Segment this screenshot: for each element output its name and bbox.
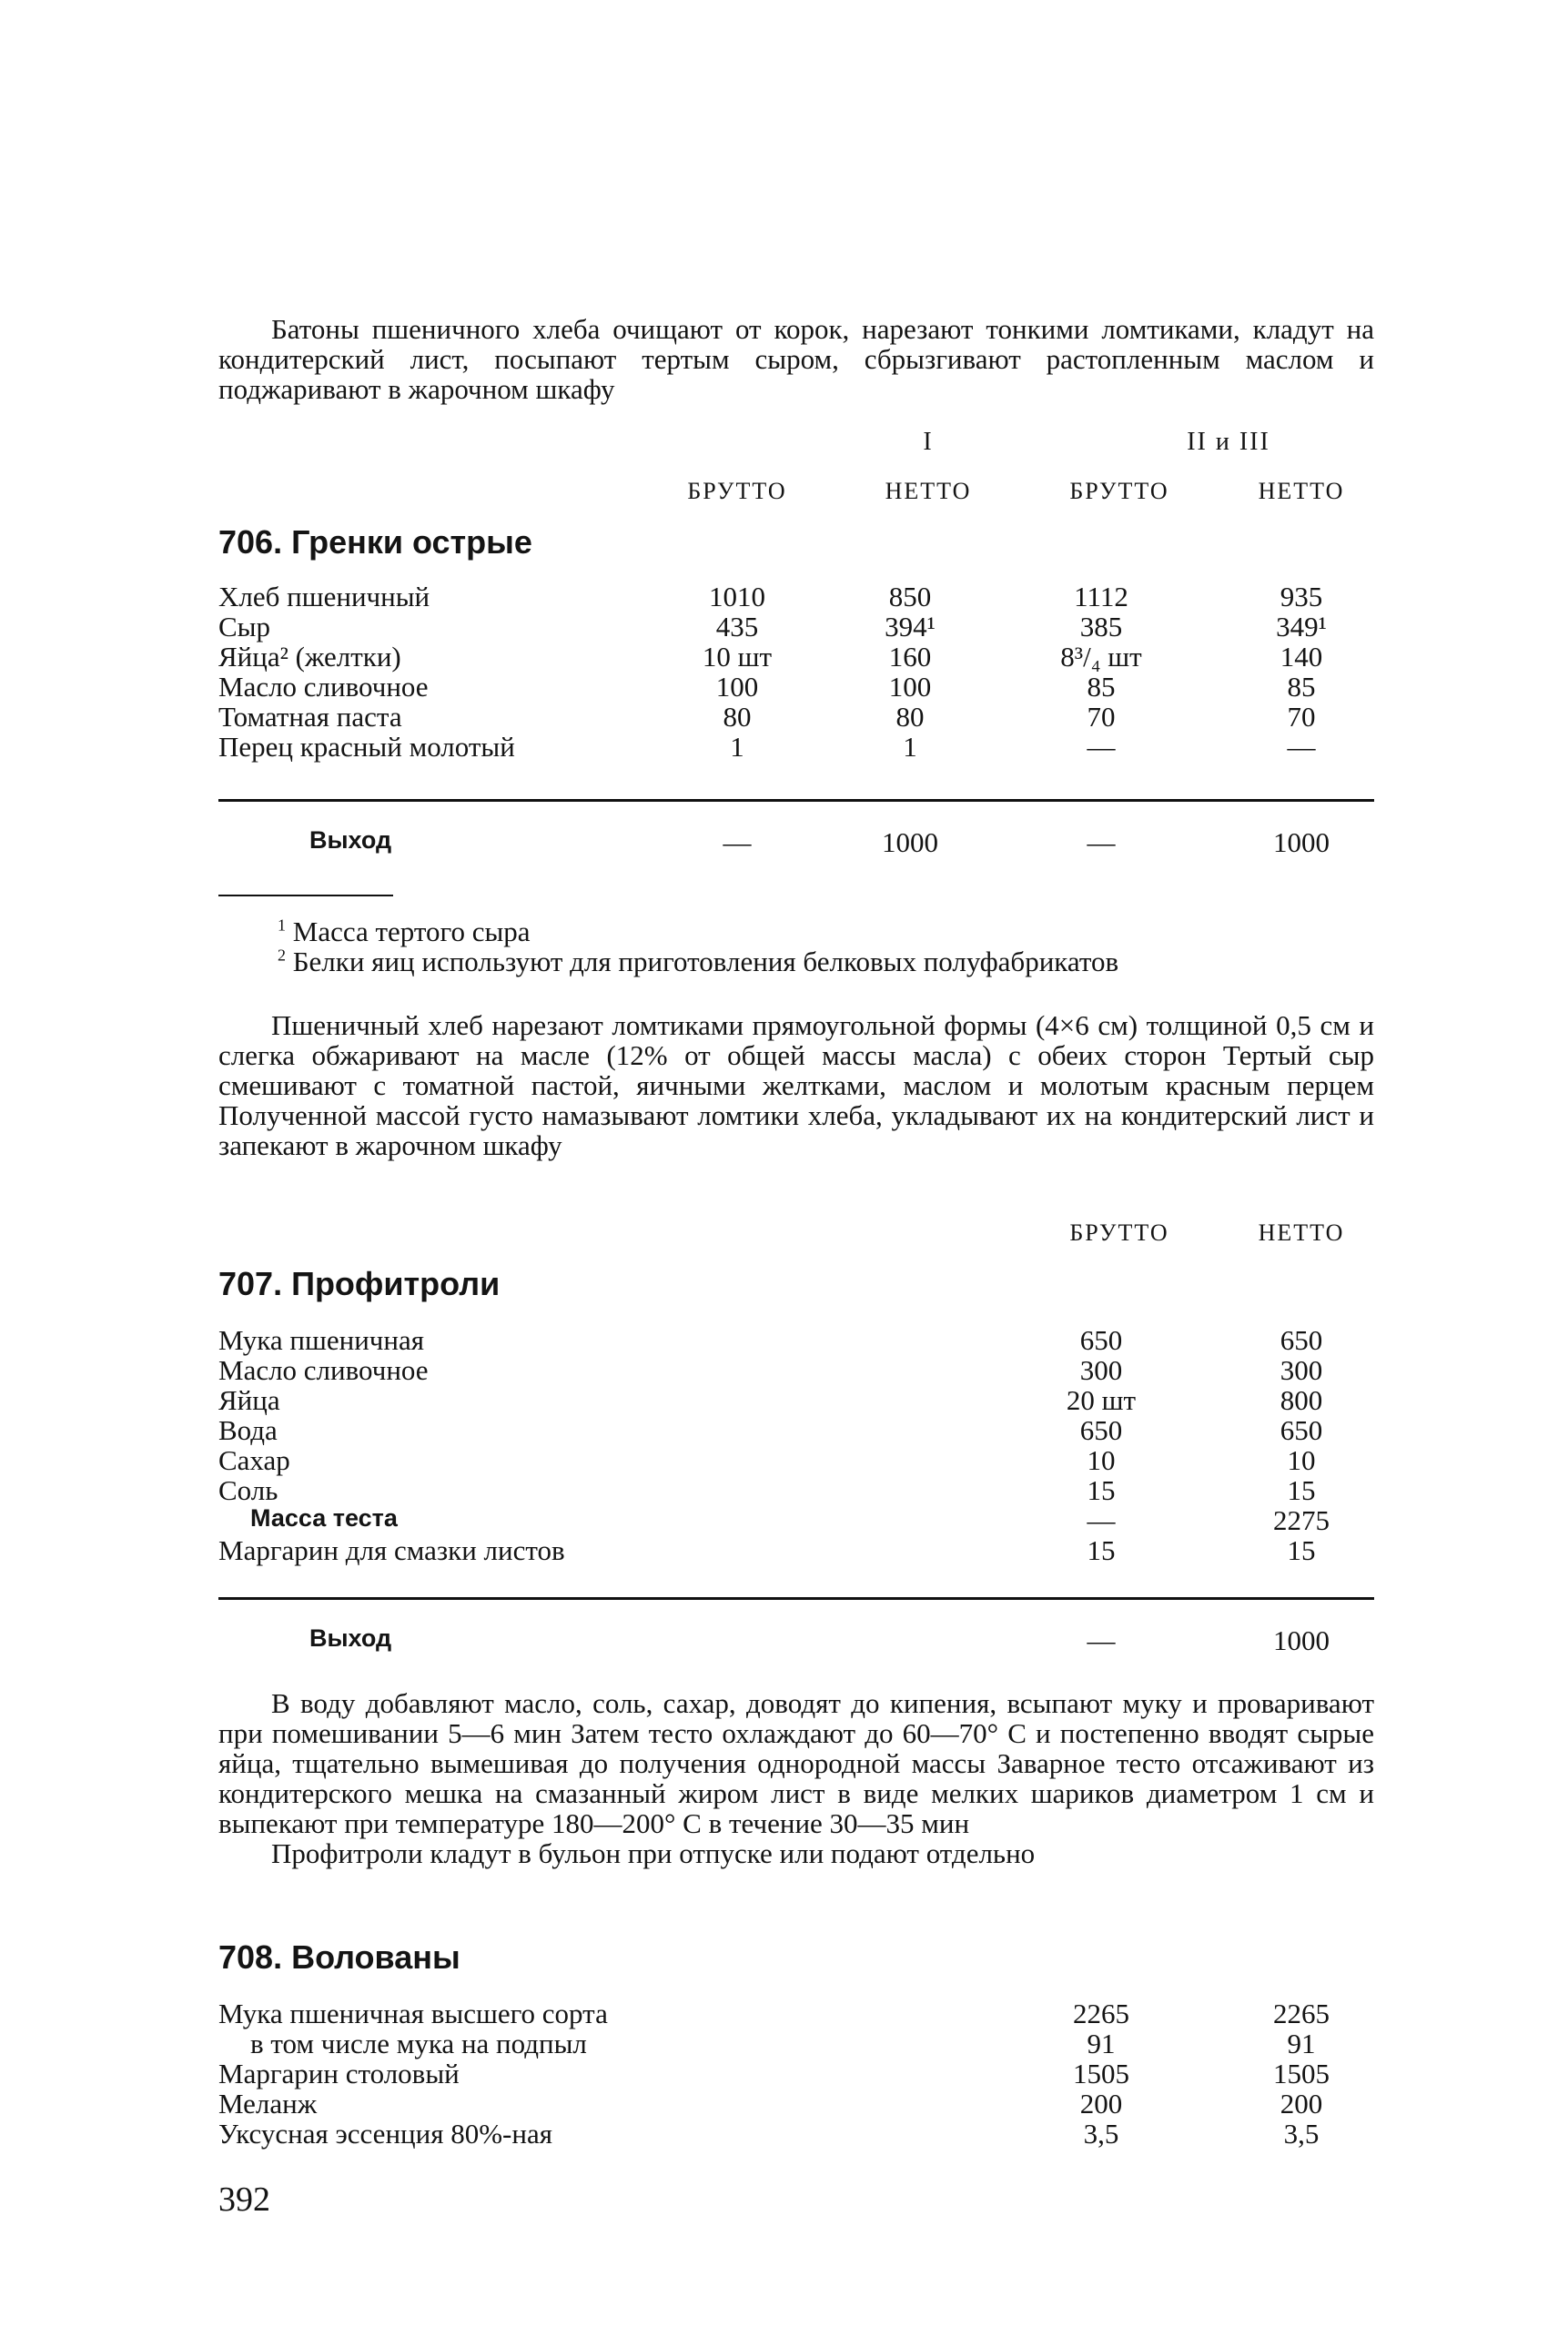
col-header-netto: НЕТТО — [1258, 1219, 1345, 1246]
ingredient-value: 15 — [1287, 1474, 1316, 1506]
ingredient-value: — — [1087, 1504, 1116, 1536]
ingredient-value: 800 — [1280, 1384, 1323, 1416]
ingredient-value: 349¹ — [1276, 611, 1327, 642]
yield-row-707 — [218, 1624, 1374, 1661]
recipe-706 — [218, 473, 1374, 874]
col-header-netto-1: НЕТТО — [885, 478, 972, 504]
ingredient-value: 20 шт — [1066, 1384, 1137, 1416]
ingredient-value: 100 — [715, 671, 759, 703]
ingredient-value: 650 — [1280, 1414, 1323, 1446]
ingredient-value: 15 — [1087, 1474, 1116, 1506]
ingredient-value: 394¹ — [885, 611, 936, 642]
ingredient-name: Соль — [218, 1474, 278, 1506]
method-707: В воду добавляют масло, соль, сахар, доводят до кипения, всыпают муку и проваривают при помешивании 5—6 мин Затем тесто охлаждают до 60—70° С и постепенно вводят сырые яйца, тщательно вымешивая до получения однородной массы Заварное тесто отсаживают из кондитерского мешка на смазанный жиром лист в виде мелких шариков диаметром 1 см и выпекают при температуре 180—200° С в течение 30—35 мин Профитроли кладут в бульон при отпуске или подают отдельно — [218, 1687, 1374, 1869]
ingredient-value: 385 — [1079, 611, 1123, 642]
recipe-title: 707. Профитроли — [218, 1265, 501, 1302]
ingredient-name: Мука пшеничная высшего сорта — [218, 1998, 608, 2029]
ingredient-value: 10 шт — [702, 641, 773, 673]
ingredient-value: 8³/₄ шт — [1060, 641, 1142, 673]
table-row — [218, 2118, 1374, 2148]
ingredient-name: Перец красный молотый — [218, 731, 515, 763]
ingredient-value: 300 — [1280, 1354, 1323, 1386]
ingredient-value: 91 — [1087, 2028, 1116, 2059]
table-row — [218, 611, 1374, 641]
ingredient-value: 200 — [1280, 2088, 1323, 2120]
ingredient-value: — — [1087, 731, 1116, 763]
table-row — [218, 2088, 1374, 2118]
ingredient-value: 935 — [1280, 581, 1323, 612]
ingredient-name: Томатная паста — [218, 701, 402, 733]
intro-paragraph: Батоны пшеничного хлеба очищают от корок, нарезают тонкими ломтиками, кладут на кондитерский лист, посыпают тертым сыром, сбрызгивают растопленным маслом и поджаривают в жарочном шкафу — [218, 313, 1374, 405]
col-header-brutto-2: БРУТТО — [1069, 478, 1169, 504]
table-rule — [218, 1597, 1374, 1600]
ingredient-name: Маргарин для смазки листов — [218, 1534, 565, 1566]
ingredient-name: Сыр — [218, 611, 271, 642]
table-row — [218, 671, 1374, 701]
ingredient-name: Уксусная эссенция 80%-ная — [218, 2118, 552, 2150]
ingredient-name: Яйца — [218, 1384, 280, 1416]
category-headers — [218, 428, 1374, 464]
recipe-708 — [218, 1938, 1374, 2248]
ingredient-name: Хлеб пшеничный — [218, 581, 430, 612]
yield-label: Выход — [309, 1624, 392, 1652]
ingredient-value: 1 — [903, 731, 917, 763]
footnote-rule — [218, 895, 393, 896]
ingredient-value: — — [1287, 731, 1316, 763]
yield-row-706 — [218, 826, 1374, 863]
method-706: Пшеничный хлеб нарезают ломтиками прямоугольной формы (4×6 см) толщиной 0,5 см и слегка обжаривают на масле (12% от общей массы масла) с обеих сторон Тертый сыр смешивают с томатной пастой, яичными желтками, маслом и молотым красным перцем Полученной массой густо намазывают ломтики хлеба, укладывают их на кондитерский лист и запекают в жарочном шкафу — [218, 1009, 1374, 1161]
ingredient-value: 91 — [1287, 2028, 1316, 2059]
ingredient-name: Масло сливочное — [218, 671, 429, 703]
ingredient-value: 80 — [895, 701, 925, 733]
ingredient-value: 1010 — [709, 581, 765, 612]
footnote-2: $^2$ Белки яиц используют для приготовления белковых полуфабрикатов — [278, 946, 1119, 977]
category-header-i: I — [923, 428, 934, 456]
ingredient-value: 200 — [1079, 2088, 1123, 2120]
ingredient-value: 2265 — [1273, 1998, 1330, 2029]
ingredient-value: 300 — [1079, 1354, 1123, 1386]
ingredient-name: Мука пшеничная — [218, 1324, 424, 1356]
ingredient-name: Масло сливочное — [218, 1354, 429, 1386]
ingredient-value: 70 — [1287, 701, 1316, 733]
yield-value: 1000 — [882, 826, 938, 858]
ingredient-name: Сахар — [218, 1444, 290, 1476]
table-row — [218, 1414, 1374, 1444]
ingredient-value: 650 — [1079, 1324, 1123, 1356]
ingredient-value: 15 — [1087, 1534, 1116, 1566]
table-rule — [218, 799, 1374, 802]
yield-label: Выход — [309, 826, 392, 854]
recipe-title: 706. Гренки острые — [218, 523, 532, 561]
ingredient-value: 15 — [1287, 1534, 1316, 1566]
table-row — [218, 1998, 1374, 2028]
ingredient-value: 650 — [1280, 1324, 1323, 1356]
yield-value: — — [1087, 1624, 1116, 1656]
ingredient-value: 850 — [888, 581, 932, 612]
ingredient-name: Яйца² (желтки) — [218, 641, 401, 673]
ingredient-value: 85 — [1287, 671, 1316, 703]
ingredient-value: 10 — [1287, 1444, 1316, 1476]
col-header-brutto: БРУТТО — [1069, 1219, 1169, 1246]
ingredient-name: Масса теста — [250, 1504, 398, 1532]
col-header-netto-2: НЕТТО — [1258, 478, 1345, 504]
ingredient-name: в том числе мука на подпыл — [250, 2028, 587, 2059]
ingredient-value: 650 — [1079, 1414, 1123, 1446]
recipe-title: 708. Волованы — [218, 1938, 460, 1976]
ingredient-value: 435 — [715, 611, 759, 642]
ingredient-value: 85 — [1087, 671, 1116, 703]
yield-value: 1000 — [1273, 1624, 1330, 1656]
table-row — [218, 1354, 1374, 1384]
ingredient-name: Вода — [218, 1414, 278, 1446]
table-row — [218, 2058, 1374, 2088]
table-row — [218, 1474, 1374, 1504]
ingredient-value: 100 — [888, 671, 932, 703]
footnotes — [218, 916, 1374, 976]
page-number: 392 — [218, 2180, 270, 2219]
col-header-brutto-1: БРУТТО — [687, 478, 787, 504]
table-row — [218, 701, 1374, 731]
table-row — [218, 1444, 1374, 1474]
ingredient-value: 1505 — [1273, 2058, 1330, 2089]
table-row — [218, 641, 1374, 671]
ingredient-value: 2275 — [1273, 1504, 1330, 1536]
table-row — [218, 1504, 1374, 1534]
ingredient-value: 1505 — [1073, 2058, 1129, 2089]
table-row — [218, 2028, 1374, 2058]
footnote-1: $^1$ Масса тертого сыра — [278, 916, 531, 947]
ingredient-value: 1112 — [1074, 581, 1128, 612]
ingredient-value: 10 — [1087, 1444, 1116, 1476]
recipe-707 — [218, 1215, 1374, 1634]
yield-value: 1000 — [1273, 826, 1330, 858]
ingredient-value: 160 — [888, 641, 932, 673]
yield-value: — — [723, 826, 752, 858]
table-row — [218, 581, 1374, 611]
yield-value: — — [1087, 826, 1116, 858]
table-row — [218, 1534, 1374, 1564]
ingredient-name: Маргарин столовый — [218, 2058, 460, 2089]
ingredient-value: 3,5 — [1083, 2118, 1119, 2150]
ingredient-name: Меланж — [218, 2088, 318, 2120]
ingredient-value: 2265 — [1073, 1998, 1129, 2029]
ingredient-value: 80 — [723, 701, 752, 733]
table-row — [218, 1324, 1374, 1354]
ingredient-value: 70 — [1087, 701, 1116, 733]
category-header-ii-iii: II и III — [1187, 428, 1270, 456]
table-row — [218, 1384, 1374, 1414]
ingredient-value: 140 — [1280, 641, 1323, 673]
table-row — [218, 731, 1374, 761]
ingredient-value: 3,5 — [1283, 2118, 1320, 2150]
ingredient-value: 1 — [730, 731, 744, 763]
